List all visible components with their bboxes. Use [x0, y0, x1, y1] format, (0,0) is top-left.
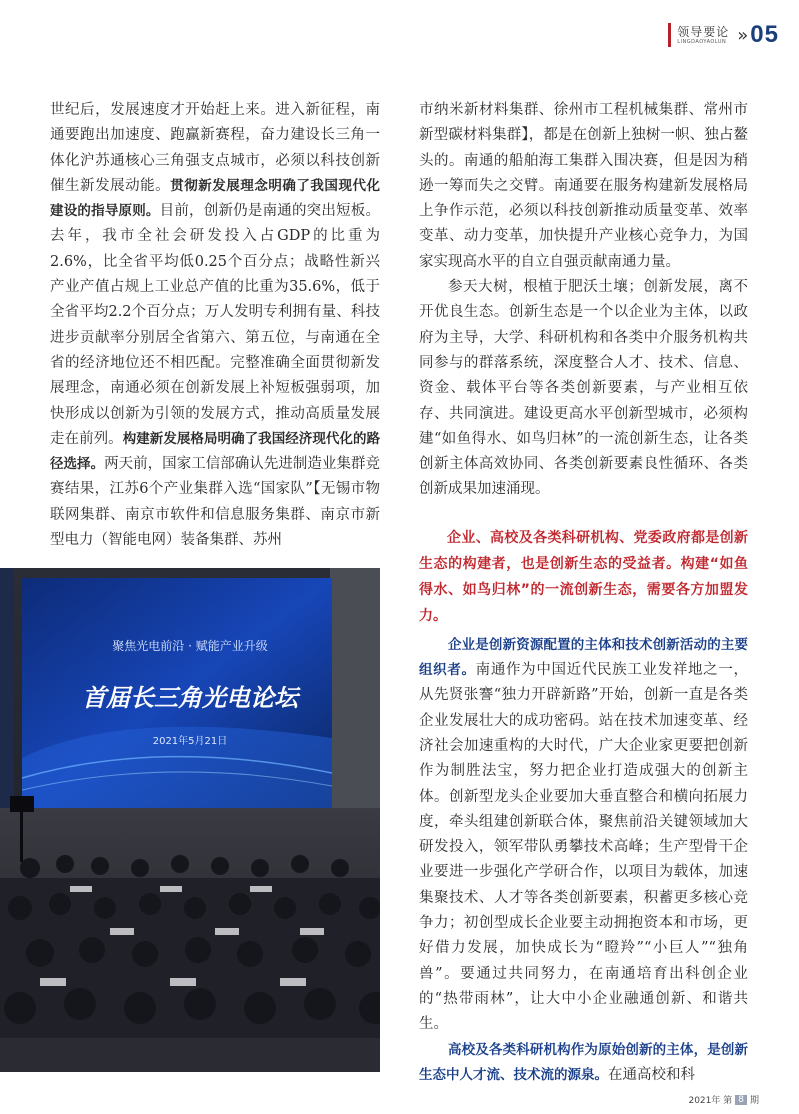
- paragraph-text: 在通高校和科: [608, 1066, 695, 1083]
- banner-title: 首届长三角光电论坛: [82, 684, 298, 712]
- paragraph: 参天大树，根植于肥沃土壤；创新发展，离不开优良生态。创新生态是一个以企业为主体，以政府为主导，大学、科研机构和各类中介服务机构共同参与的群落系统，深度整合人才、技术、信息、资金、载体平台等各类创新要素，与产业相互依存、共同演进。建设更高水平创新型城市，必须构建“如鱼得水、如鸟归林”的一流创新生态，让各类创新主体高效协同、各类创新要素良性循环、各类创新成果加速涌现。: [419, 279, 748, 498]
- section-title: 领导要论: [677, 24, 730, 39]
- forum-photo-image: [0, 568, 380, 1072]
- chevron-right-icon: »: [737, 24, 749, 46]
- pull-quote: 企业、高校及各类科研机构、党委政府都是创新生态的构建者，也是创新生态的受益者。构建“如鱼得水、如鸟归林”的一流创新生态，需要各方加盟发力。: [419, 529, 748, 624]
- paragraph: [419, 633, 748, 1038]
- paragraph-text: 目前，创新仍是南通的突出短板。去年，我市全社会研发投入占GDP的比重为2.6%，比全省平均低0.25个百分点；战略性新兴产业产值占规上工业总产值的比重为35.6%，低于全省平均2.2个百分点；万人发明专利拥有量、科技进步贡献率分别居全省第六、第五位，与南通在全省的经济地位还不相匹配。完整准确全面贯彻新发展理念，南通必须在创新发展上补短板强弱项，加快形成以创新为引领的发展方式，推动高质量发展走在前列。: [50, 203, 381, 447]
- paragraph: 市纳米新材料集群、徐州市工程机械集群、常州市新型碳材料集群】，都是在创新上独树一帜、独占鳌头的。南通的船舶海工集群入围决赛，但是因为稍逊一筹而失之交臂。南通要在服务构建新发展格局上争作示范，必须以科技创新推动质量变革、效率变革、动力变革，加快提升产业核心竞争力，为国家实现高水平的自立自强贡献南通力量。: [419, 102, 748, 270]
- paragraph: [419, 1038, 748, 1089]
- issue-number: 8: [735, 1095, 747, 1105]
- right-column: [419, 98, 748, 1088]
- page-footer: [688, 1093, 759, 1106]
- section-pinyin: LINGDAOYAOLUN: [677, 38, 727, 45]
- footer-year: 2021年 第: [688, 1096, 733, 1106]
- emphasis-text: 高校及各类科研机构作为原始创新的主体，是创新生态中人才流、技术流的源泉。: [419, 1041, 748, 1083]
- section-label: [677, 25, 729, 46]
- emphasis-text: 贯彻新发展理念明确了我国现代化建设的指导原则。: [50, 177, 381, 220]
- left-column: [50, 98, 380, 553]
- banner-date: 2021年5月21日: [152, 736, 228, 747]
- footer-suffix: 期: [749, 1096, 759, 1106]
- header-accent-bar: [668, 23, 671, 47]
- page-header: [668, 20, 779, 50]
- paragraph-text: 世纪后，发展速度才开始赶上来。进入新征程，南通要跑出加速度、跑赢新赛程，奋力建设长三角一体化沪苏通核心三角强支点城市，必须以科技创新催生新发展动能。: [50, 102, 380, 194]
- forum-photo: [0, 568, 380, 1072]
- page-number: 05: [750, 21, 779, 48]
- paragraph-text: 两天前，国家工信部确认先进制造业集群竞赛结果，江苏6个产业集群入选“国家队”【无锡市物联网集群、南京市软件和信息服务集群、南京市新型电力（智能电网）装备集群、苏州: [50, 456, 381, 549]
- banner-subtitle: 聚焦光电前沿 · 赋能产业升级: [112, 639, 268, 653]
- paragraph-text: 南通作为中国近代民族工业发祥地之一，从先贤张謇“独力开辟新路”开始，创新一直是各类企业发展壮大的成功密码。站在技术加速变革、经济社会加速重构的大时代，广大企业家更要把创新作为制胜法宝，努力把企业打造成强大的创新主体。创新型龙头企业要加大垂直整合和横向拓展力度，牵头组建创新联合体，聚焦前沿关键领域加大研发投入，领军带队勇攀技术高峰；生产型骨干企业要进一步强化产学研合作，以项目为载体，加速集聚技术、人才等各类创新要素，积蓄更多核心竞争力；初创型成长企业要主动拥抱资本和市场，更好借力发展，加快成长为“瞪羚”“小巨人”“独角兽”。要通过共同努力，在南通培育出科创企业的“热带雨林”，让大中小企业融通创新、和谐共生。: [419, 662, 749, 1033]
- paragraph: [50, 98, 380, 553]
- emphasis-text: 构建新发展格局明确了我国经济现代化的路径选择。: [50, 430, 381, 473]
- emphasis-text: 企业是创新资源配置的主体和技术创新活动的主要组织者。: [419, 636, 748, 679]
